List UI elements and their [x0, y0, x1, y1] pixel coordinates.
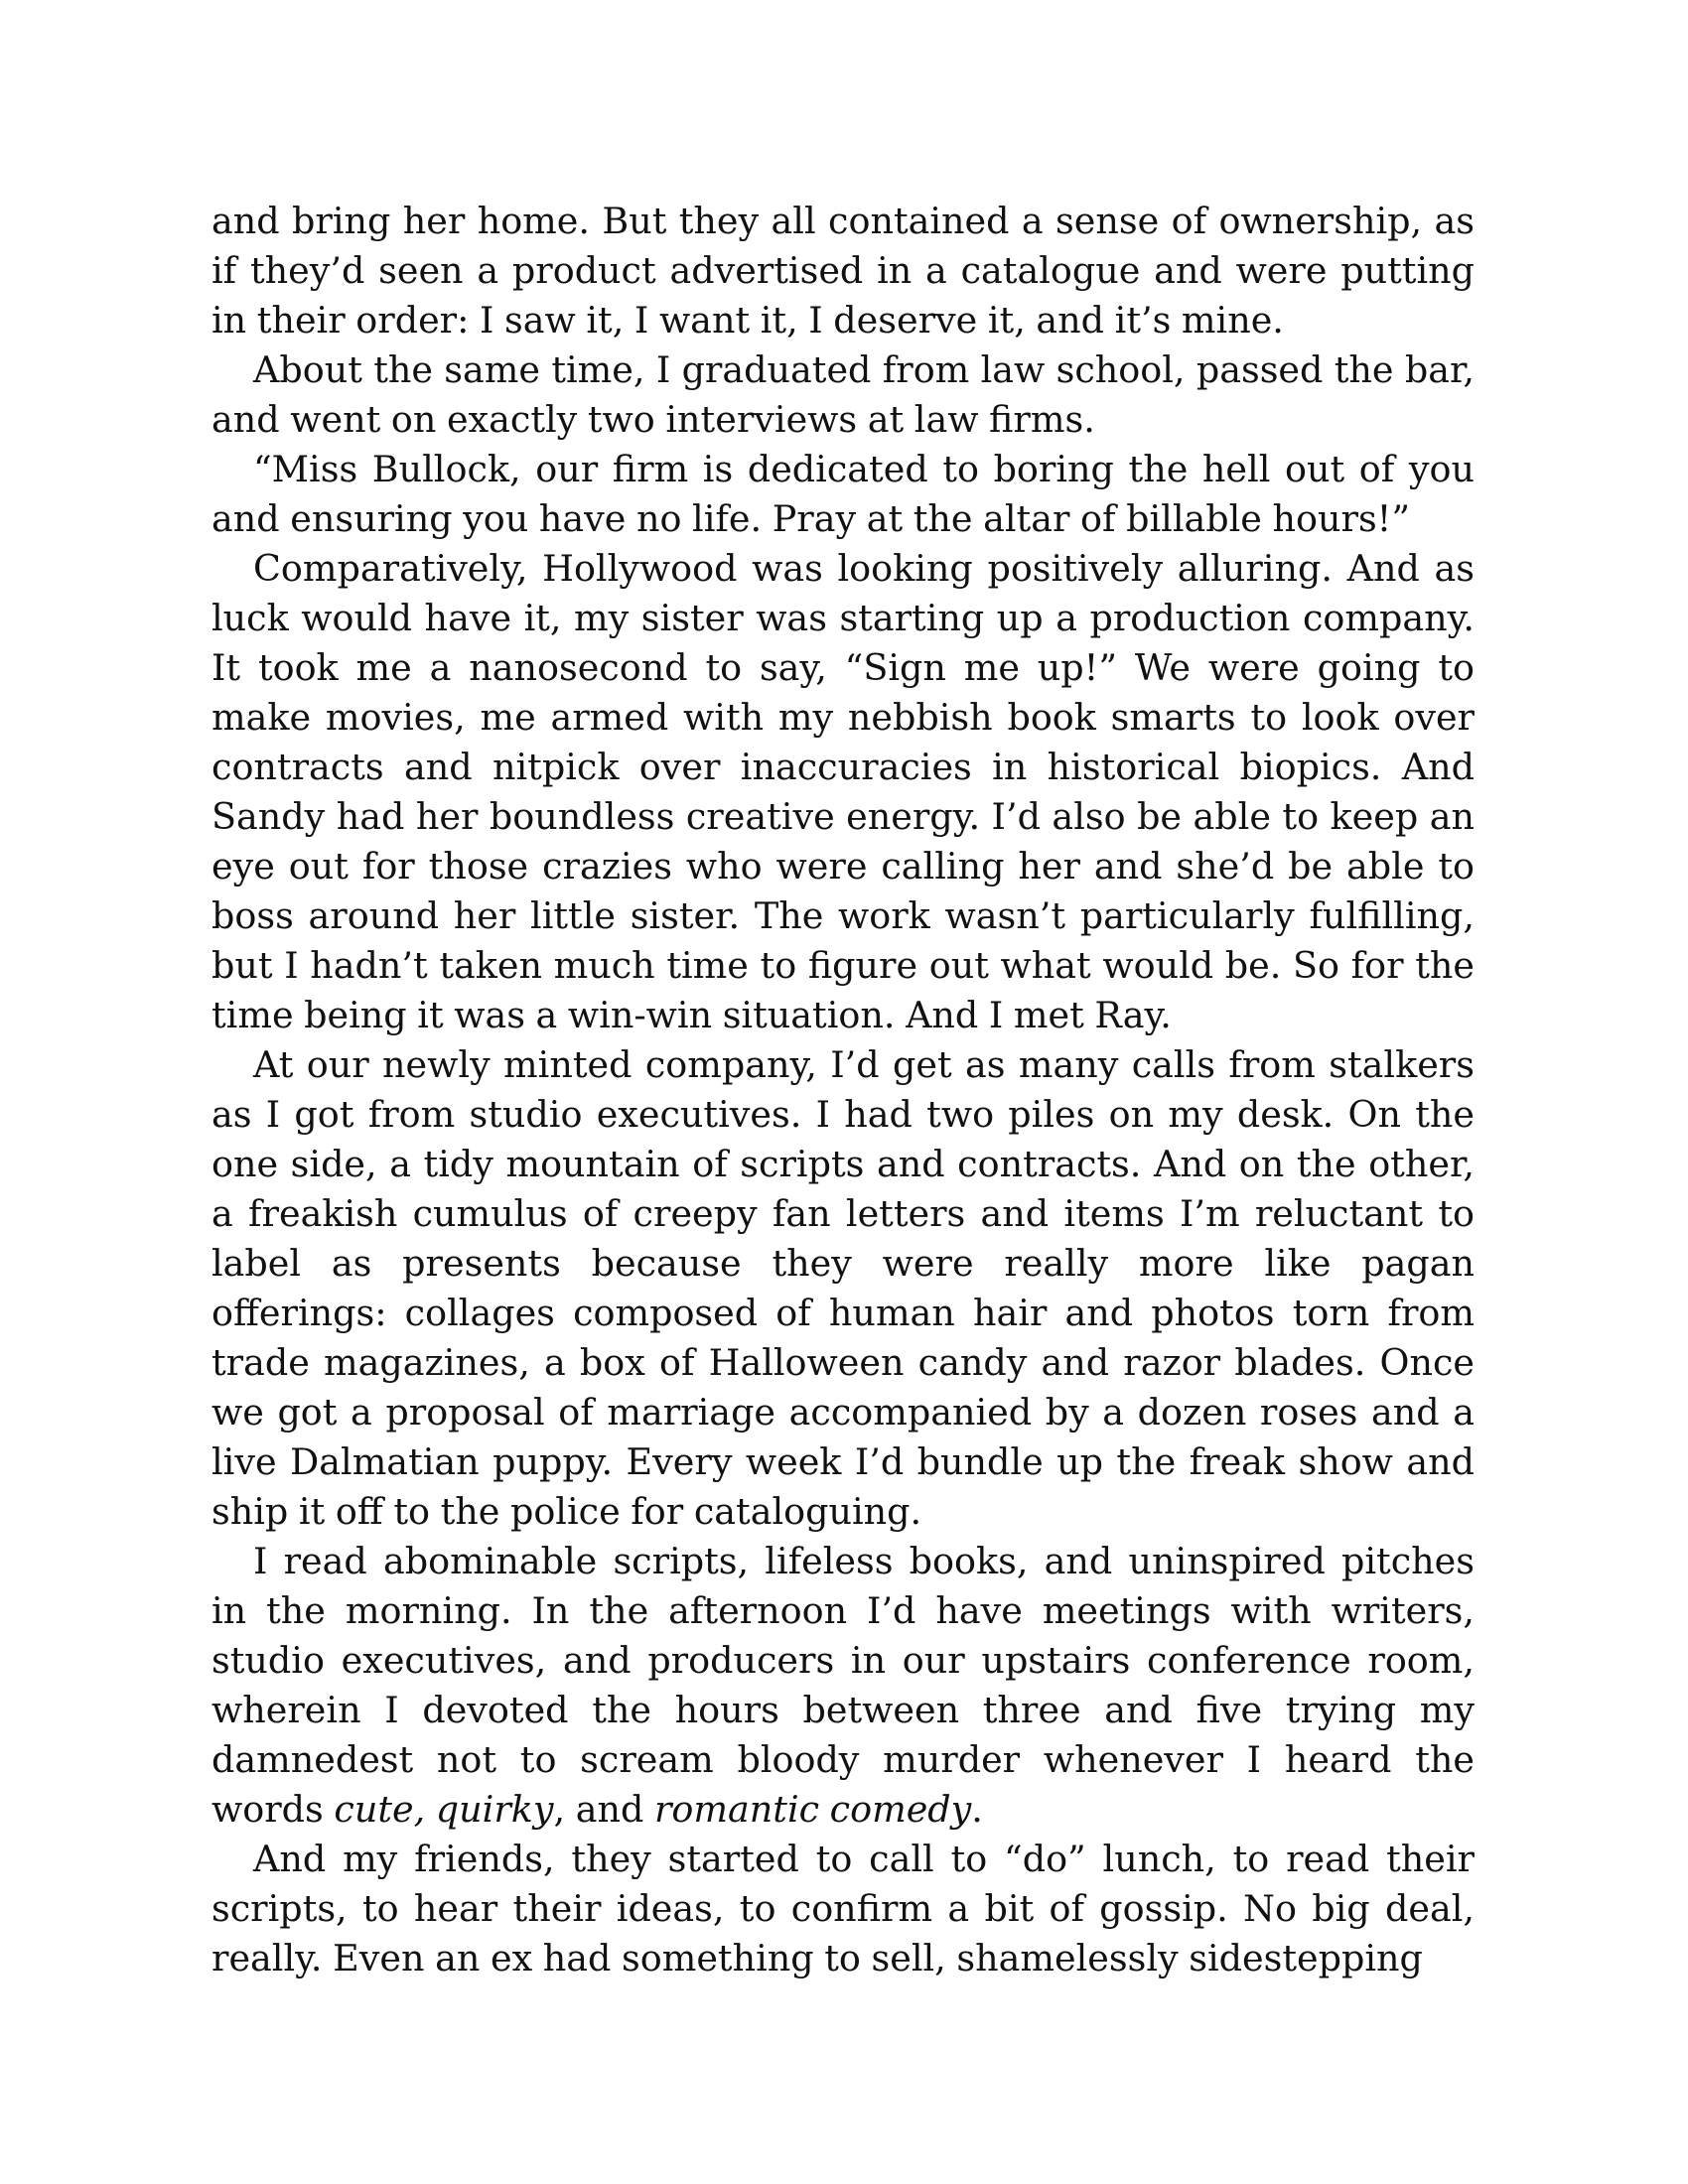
paragraph-7	[211, 1835, 1475, 1983]
paragraph-text: and bring her home. But they all contained a sense of ownership, as if they’d seen a product advertised in a catalogue and were putting in their order: I saw it, I want it, I deserve it, and it’s mine.	[211, 200, 1475, 341]
paragraph-1	[211, 197, 1475, 345]
paragraph-4	[211, 544, 1475, 1040]
paragraph-3	[211, 445, 1475, 544]
paragraph-text: At our newly minted company, I’d get as many calls from stalkers as I got from studio executives. I had two piles on my desk. On the one side, a tidy mountain of scripts and contracts. And on the other, a freakish cumulus of creepy fan letters and items I’m reluctant to label as presents because they were really more like pagan offerings: collages composed of human hair and photos torn from trade magazines, a box of Halloween candy and razor blades. Once we got a proposal of marriage accompanied by a dozen roses and a live Dalmatian puppy. Every week I’d bundle up the freak show and ship it off to the police for cataloguing.	[211, 1043, 1475, 1533]
paragraph-text: Comparatively, Hollywood was looking positively alluring. And as luck would have it, my sister was starting up a production company. It took me a nanosecond to say, “Sign me up!” We were going to make movies, me armed with my nebbish book smarts to look over contracts and nitpick over inaccuracies in historical biopics. And Sandy had her boundless creative energy. I’d also be able to keep an eye out for those crazies who were calling her and she’d be able to boss around her little sister. The work wasn’t particularly fulfilling, but I hadn’t taken much time to figure out what would be. So for the time being it was a win-win situation. And I met Ray.	[211, 547, 1475, 1036]
paragraph-text: I read abominable scripts, lifeless books, and uninspired pitches in the morning. In the afternoon I’d have meetings with writers, studio executives, and producers in our upstairs conference room, wherein I devoted the hours between three and five trying my damnedest not to scream bloody murder whenever I heard the words	[211, 1540, 1475, 1831]
book-page-text	[211, 197, 1475, 1983]
paragraph-text: And my friends, they started to call to “do” lunch, to read their scripts, to hear their ideas, to confirm a bit of gossip. No big deal, really. Even an ex had something to sell, shamelessly sidestepping	[211, 1838, 1475, 1979]
italic-phrase: cute, quirky	[334, 1788, 554, 1831]
italic-phrase: romantic comedy	[653, 1788, 972, 1831]
paragraph-2	[211, 345, 1475, 445]
paragraph-5	[211, 1040, 1475, 1537]
paragraph-text: , and	[553, 1788, 654, 1831]
paragraph-text: About the same time, I graduated from law school, passed the bar, and went on exactly two interviews at law firms.	[211, 348, 1475, 441]
paragraph-text: .	[971, 1788, 983, 1831]
paragraph-text: “Miss Bullock, our firm is dedicated to boring the hell out of you and ensuring you have no life. Pray at the altar of billable hours!”	[211, 448, 1475, 540]
paragraph-6	[211, 1537, 1475, 1835]
